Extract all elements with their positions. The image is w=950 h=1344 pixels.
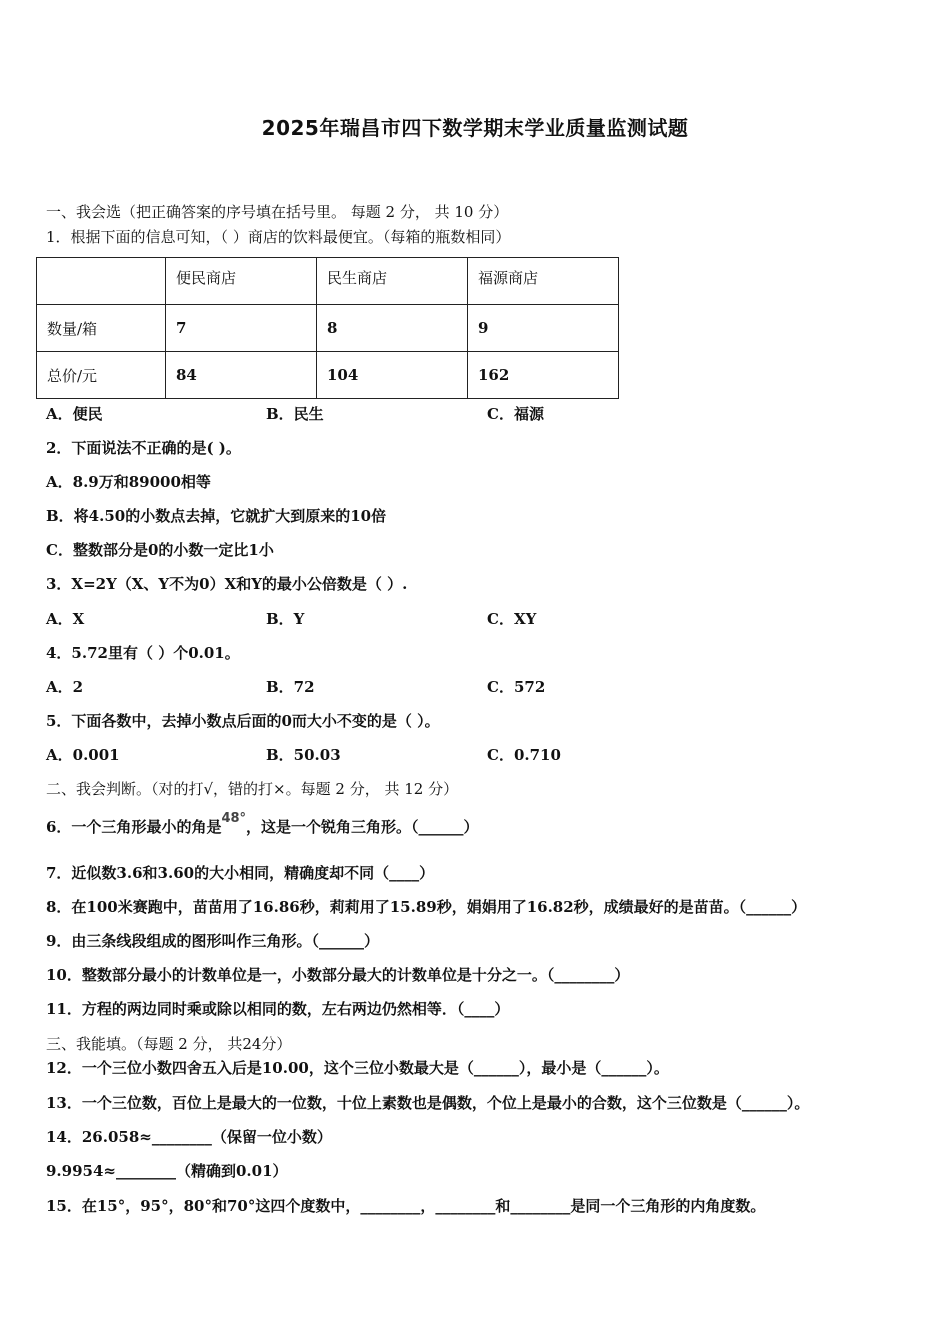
table-cell: 7 [166, 305, 317, 352]
section-3-header: 三、我能填。（每题 2 分， 共24分） [46, 1035, 292, 1053]
q2-option-a: A．8.9万和89000相等 [46, 473, 211, 491]
question-9: 9．由三条线段组成的图形叫作三角形。（______） [46, 932, 379, 950]
table-header-row [37, 258, 619, 305]
table-cell: 总价/元 [37, 352, 166, 399]
section-2-header: 二、我会判断。（对的打√，错的打×。每题 2 分， 共 12 分） [46, 780, 459, 798]
question-5: 5．下面各数中，去掉小数点后面的0而大小不变的是（ ）。 [46, 712, 440, 730]
q5-option-b: B．50.03 [266, 746, 341, 764]
table-row [37, 305, 619, 352]
question-14-part-2: 9.9954≈________（精确到0.01） [46, 1162, 288, 1180]
q3-option-c: C．XY [487, 610, 537, 628]
q5-option-a: A．0.001 [46, 746, 120, 764]
section-1-header: 一、我会选（把正确答案的序号填在括号里。 每题 2 分， 共 10 分） [46, 203, 509, 221]
q6-angle: 48° [221, 811, 247, 826]
q2-option-c: C．整数部分是0的小数一定比1小 [46, 541, 274, 559]
q3-option-b: B．Y [266, 610, 305, 628]
table-header-cell: 便民商店 [166, 258, 317, 305]
table-cell: 数量/箱 [37, 305, 166, 352]
question-10: 10．整数部分最小的计数单位是一，小数部分最大的计数单位是十分之一。（________） [46, 966, 630, 984]
question-2: 2．下面说法不正确的是( )。 [46, 439, 241, 457]
price-table [36, 257, 619, 399]
question-12: 12．一个三位小数四舍五入后是10.00，这个三位小数最大是（______），最小是（______）。 [46, 1059, 669, 1077]
q3-option-a: A．X [46, 610, 85, 628]
table-header-cell: 民生商店 [317, 258, 468, 305]
question-14: 14．26.058≈________（保留一位小数） [46, 1128, 332, 1146]
table-cell: 9 [468, 305, 619, 352]
q4-option-a: A．2 [46, 678, 84, 696]
question-3: 3．X=2Y（X、Y不为0）X和Y的最小公倍数是（ ）. [46, 575, 408, 593]
q4-option-b: B．72 [266, 678, 315, 696]
question-1: 1．根据下面的信息可知，（ ）商店的饮料最便宜。（每箱的瓶数相同） [46, 228, 511, 246]
table-cell: 8 [317, 305, 468, 352]
table-row [37, 352, 619, 399]
q6-text-start: 6．一个三角形最小的角是 [46, 818, 222, 836]
question-15: 15．在15°，95°，80°和70°这四个度数中，________，________和________是同一个三角形的内角度数。 [46, 1197, 766, 1215]
q5-option-c: C．0.710 [487, 746, 561, 764]
table-cell: 162 [468, 352, 619, 399]
q1-option-c: C．福源 [487, 405, 544, 423]
table-header-cell [37, 258, 166, 305]
question-4: 4．5.72里有（ ）个0.01。 [46, 644, 240, 662]
table-cell: 104 [317, 352, 468, 399]
q1-option-b: B．民生 [266, 405, 324, 423]
question-6 [46, 811, 479, 839]
table-cell: 84 [166, 352, 317, 399]
page-title: 2025年瑞昌市四下数学期末学业质量监测试题 [261, 116, 689, 140]
question-13: 13．一个三位数，百位上是最大的一位数，十位上素数也是偶数，个位上是最小的合数，这个三位数是（______）。 [46, 1094, 810, 1112]
table-header-cell: 福源商店 [468, 258, 619, 305]
question-7: 7．近似数3.6和3.60的大小相同，精确度却不同（____） [46, 864, 435, 882]
q6-text-end: ，这是一个锐角三角形。（______） [246, 818, 479, 836]
question-8: 8．在100米赛跑中，苗苗用了16.86秒，莉莉用了15.89秒，娟娟用了16.82秒，成绩最好的是苗苗。（______） [46, 898, 807, 916]
q1-option-a: A．便民 [46, 405, 103, 423]
q4-option-c: C．572 [487, 678, 546, 696]
q2-option-b: B．将4.50的小数点去掉，它就扩大到原来的10倍 [46, 507, 387, 525]
question-11: 11．方程的两边同时乘或除以相同的数，左右两边仍然相等．（____） [46, 1000, 510, 1018]
